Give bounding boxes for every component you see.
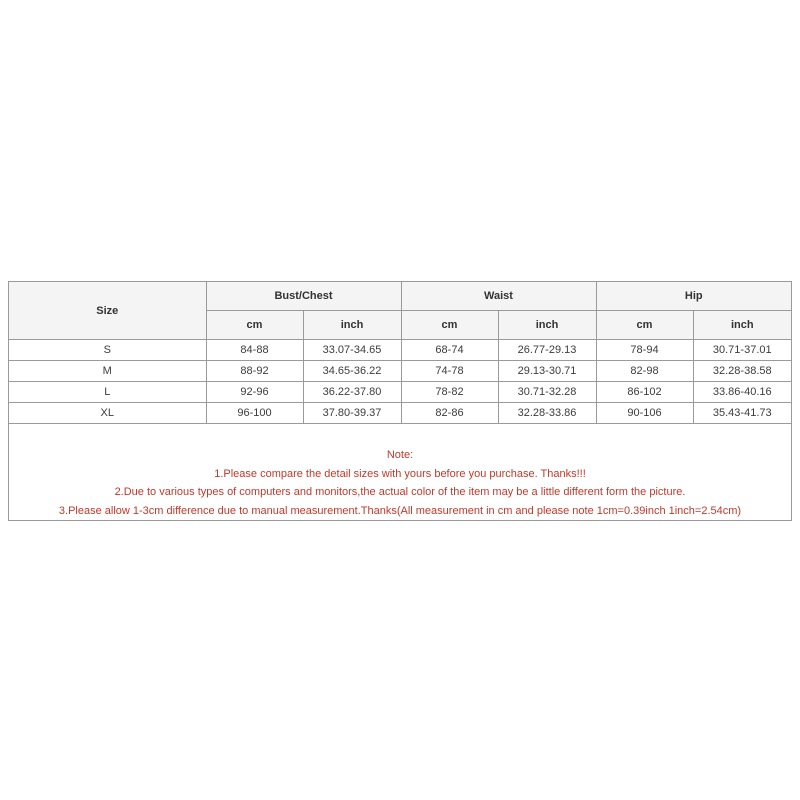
size-chart (8, 281, 792, 521)
table-cell: 29.13-30.71 (498, 361, 596, 382)
group-header-row (9, 282, 791, 311)
bust-chest-header: Bust/Chest (206, 282, 401, 311)
table-cell: 37.80-39.37 (303, 403, 401, 424)
table-cell: 84-88 (206, 340, 303, 361)
table-row (9, 340, 791, 361)
table-cell: 82-98 (596, 361, 693, 382)
hip-header: Hip (596, 282, 791, 311)
table-cell: 74-78 (401, 361, 498, 382)
table-cell: 33.86-40.16 (693, 382, 791, 403)
unit-header: inch (693, 311, 791, 340)
waist-header: Waist (401, 282, 596, 311)
size-cell: S (9, 340, 206, 361)
table-row (9, 403, 791, 424)
size-column-header: Size (9, 282, 206, 340)
unit-header: cm (596, 311, 693, 340)
unit-header: inch (498, 311, 596, 340)
size-cell: L (9, 382, 206, 403)
note-line: 2.Due to various types of computers and monitors,the actual color of the item may be a little different form the picture. (114, 486, 686, 498)
table-cell: 26.77-29.13 (498, 340, 596, 361)
table-cell: 82-86 (401, 403, 498, 424)
note-line: 3.Please allow 1-3cm difference due to manual measurement.Thanks(All measurement in cm and please note 1cm=0.39inch 1inch=2.54cm) (58, 504, 742, 517)
table-cell: 88-92 (206, 361, 303, 382)
table-cell: 34.65-36.22 (303, 361, 401, 382)
table-cell: 33.07-34.65 (303, 340, 401, 361)
table-cell: 35.43-41.73 (693, 403, 791, 424)
size-cell: XL (9, 403, 206, 424)
table-cell: 32.28-38.58 (693, 361, 791, 382)
table-row (9, 361, 791, 382)
table-cell: 78-82 (401, 382, 498, 403)
table-cell: 78-94 (596, 340, 693, 361)
table-cell: 32.28-33.86 (498, 403, 596, 424)
notes-section (9, 446, 791, 520)
unit-header: inch (303, 311, 401, 340)
table-cell: 96-100 (206, 403, 303, 424)
table-cell: 92-96 (206, 382, 303, 403)
table-cell: 68-74 (401, 340, 498, 361)
table-cell: 90-106 (596, 403, 693, 424)
table-cell: 30.71-32.28 (498, 382, 596, 403)
table-cell: 36.22-37.80 (303, 382, 401, 403)
table-row (9, 382, 791, 403)
size-cell: M (9, 361, 206, 382)
note-line: 1.Please compare the detail sizes with yours before you purchase. Thanks!!! (214, 467, 586, 480)
size-table (9, 282, 791, 424)
unit-header: cm (401, 311, 498, 340)
table-cell: 30.71-37.01 (693, 340, 791, 361)
table-cell: 86-102 (596, 382, 693, 403)
unit-header: cm (206, 311, 303, 340)
note-title: Note: (386, 449, 414, 461)
